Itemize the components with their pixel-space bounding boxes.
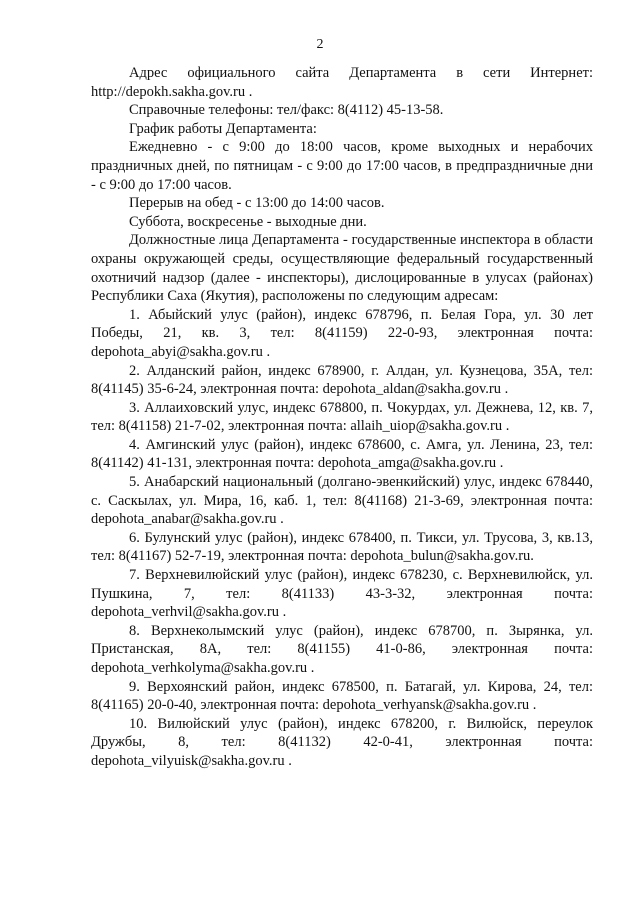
document-body: [91, 64, 593, 771]
lunch-break: Перерыв на обед - с 13:00 до 14:00 часов.: [129, 195, 385, 212]
schedule-heading: График работы Департамента:: [129, 120, 317, 137]
page-number: 2: [316, 37, 324, 52]
phone-paragraph: Справочные телефоны: тел/факс: 8(4112) 45-13-58.: [129, 102, 444, 119]
address-item-3: 3. Аллаиховский улус, индекс 678800, п. Чокурдах, ул. Дежнева, 12, кв. 7, тел: 8(41158) 21-7-02, электронная почта: allaih_uiop@sakha.gov.ru .: [91, 399, 593, 435]
weekend-days: Суббота, воскресенье - выходные дни.: [129, 213, 367, 230]
address-item-1: 1. Абыйский улус (район), индекс 678796, п. Белая Гора, ул. 30 лет Победы, 21, кв. 3, тел: 8(41159) 22-0-93, электронная почта: depohota_abyi@sakha.gov.ru .: [91, 306, 593, 360]
address-item-6: 6. Булунский улус (район), индекс 678400, п. Тикси, ул. Трусова, 3, кв.13, тел: 8(41167) 52-7-19, электронная почта: depohota_bulun@sakha.gov.ru.: [91, 529, 593, 565]
address-item-10: 10. Вилюйский улус (район), индекс 678200, г. Вилюйск, переулок Дружбы, 8, тел: 8(41132) 42-0-41, электронная почта: depohota_vilyuisk@sakha.gov.ru .: [91, 715, 593, 769]
address-item-7: 7. Верхневилюйский улус (район), индекс 678230, с. Верхневилюйск, ул. Пушкина, 7, тел: 8(41133) 43-3-32, электронная почта: depohota_verhvil@sakha.gov.ru .: [91, 567, 593, 621]
address-item-4: 4. Амгинский улус (район), индекс 678600, с. Амга, ул. Ленина, 23, тел: 8(41142) 41-131, электронная почта: depohota_amga@sakha.gov.ru .: [91, 436, 593, 472]
address-item-8: 8. Верхнеколымский улус (район), индекс 678700, п. Зырянка, ул. Пристанская, 8А, тел: 8(41155) 41-0-86, электронная почта: depohota_verhkolyma@sakha.gov.ru .: [91, 622, 593, 676]
address-item-2: 2. Алданский район, индекс 678900, г. Алдан, ул. Кузнецова, 35А, тел: 8(41145) 35-6-24, электронная почта: depohota_aldan@sakha.gov.ru .: [91, 362, 593, 398]
schedule-weekdays: Ежедневно - с 9:00 до 18:00 часов, кроме выходных и нерабочих праздничных дней, по пятницам - с 9:00 до 17:00 часов, в предпраздничные дни - с 9:00 до 17:00 часов.: [91, 139, 593, 193]
website-paragraph: Адрес официального сайта Департамента в сети Интернет: http://depokh.sakha.gov.ru .: [91, 65, 593, 100]
address-item-9: 9. Верхоянский район, индекс 678500, п. Батагай, ул. Кирова, 24, тел: 8(41165) 20-0-40, электронная почта: depohota_verhyansk@sakha.gov.ru .: [91, 678, 593, 714]
address-item-5: 5. Анабарский национальный (долгано-эвенкийский) улус, индекс 678440, с. Саскылах, ул. Мира, 16, каб. 1, тел: 8(41168) 21-3-69, электронная почта: depohota_anabar@sakha.gov.ru .: [91, 474, 593, 528]
inspectors-paragraph: Должностные лица Департамента - государственные инспектора в области охраны окружающей среды, осуществляющие федеральный государственный охотничий надзор (далее - инспекторы), дислоцированные в улусах (районах) Республики Саха (Якутия), расположены по следующим адресам:: [91, 232, 593, 305]
